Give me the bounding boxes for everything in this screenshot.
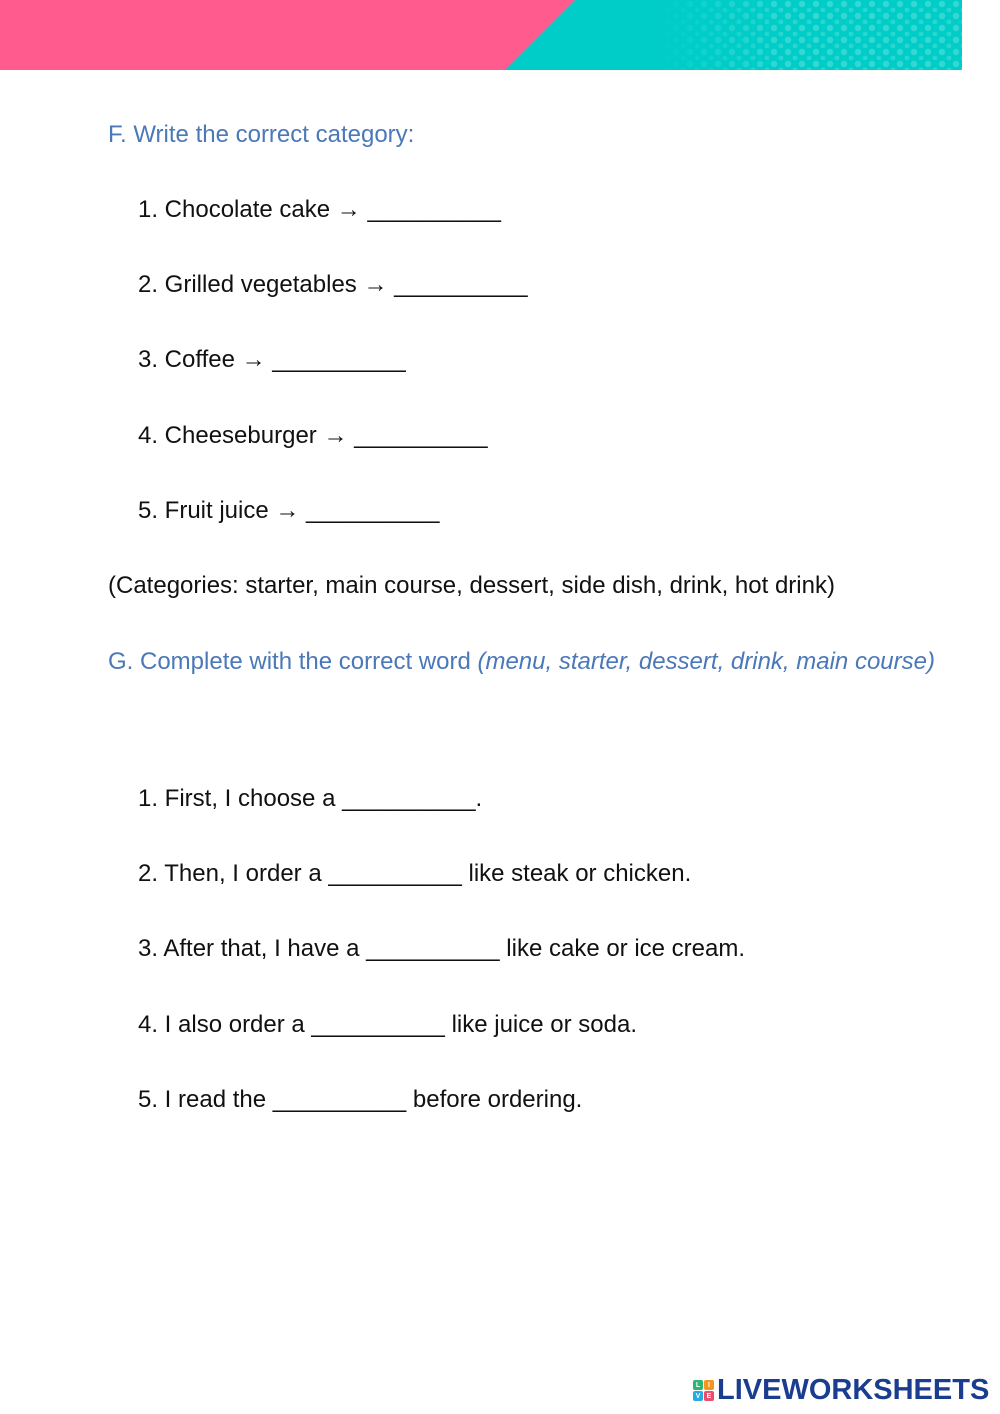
header-banner	[0, 0, 962, 70]
section-g-word-bank: (menu, starter, dessert, drink, main course)	[477, 648, 935, 675]
liveworksheets-logo	[693, 1374, 989, 1407]
section-f-item-2: 2. Grilled vegetables → __________	[138, 271, 528, 298]
section-g-heading-main: G. Complete with the correct word	[108, 648, 478, 675]
section-g-item-3: 3. After that, I have a __________ like cake or ice cream.	[138, 935, 746, 962]
section-f-item-4: 4. Cheeseburger → __________	[138, 422, 488, 449]
logo-mark-letter: E	[704, 1391, 714, 1401]
logo-text: LIVEWORKSHEETS	[717, 1374, 990, 1406]
section-f-item-1: 1. Chocolate cake → __________	[138, 196, 501, 223]
logo-mark-icon	[693, 1380, 714, 1401]
section-g-item-5: 5. I read the __________ before ordering.	[138, 1086, 583, 1113]
section-f-heading: F. Write the correct category:	[108, 121, 415, 148]
banner-graphic	[0, 0, 962, 70]
section-g-item-4: 4. I also order a __________ like juice or soda.	[138, 1011, 637, 1038]
logo-mark-letter: L	[693, 1380, 703, 1390]
categories-note: (Categories: starter, main course, dessert, side dish, drink, hot drink)	[108, 572, 835, 599]
section-f-item-3: 3. Coffee → __________	[138, 346, 406, 373]
section-g-item-1: 1. First, I choose a __________.	[138, 785, 483, 812]
section-g-item-2: 2. Then, I order a __________ like steak or chicken.	[138, 860, 692, 887]
section-f-item-5: 5. Fruit juice → __________	[138, 497, 440, 524]
logo-mark-letter: V	[693, 1391, 703, 1401]
logo-mark-letter: I	[704, 1380, 714, 1390]
section-g-heading	[108, 631, 948, 693]
